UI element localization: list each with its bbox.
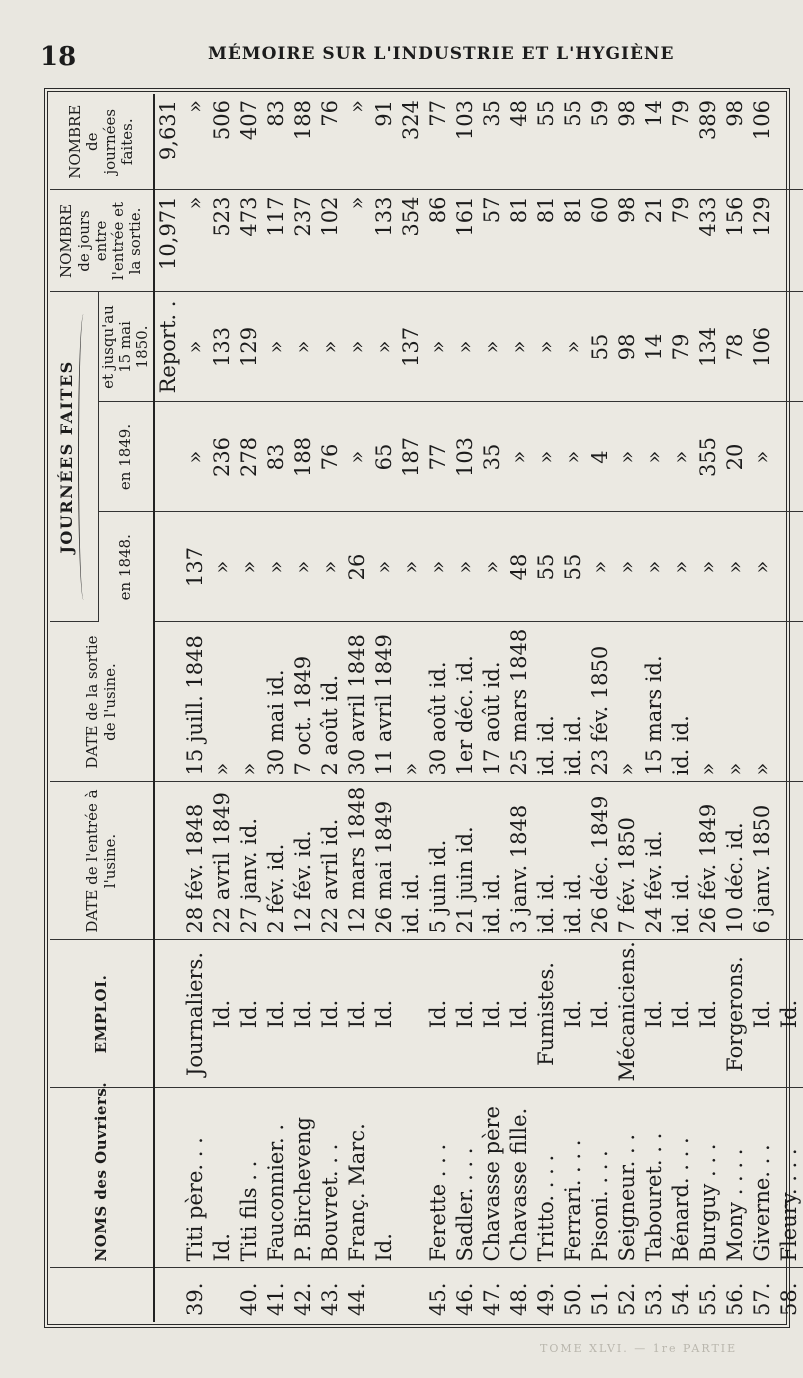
cell-y1848: »: [722, 512, 749, 622]
cell-num: 52.: [615, 1282, 639, 1316]
cell-y1848: »: [695, 512, 722, 622]
cell-sortie: 17 août id.: [479, 622, 506, 782]
cell-jours: 433: [695, 190, 722, 292]
cell-num: 46.: [453, 1282, 477, 1316]
cell-num: 56.: [723, 1282, 747, 1316]
cell-jours: »: [344, 190, 371, 292]
cell-num: 55.: [696, 1282, 720, 1316]
cell-name: Tritto. . . .: [533, 1088, 560, 1268]
col-jours-header: NOMBRE de jours entre l'entrée et la sortie.: [50, 190, 154, 292]
cell-emploi: Id.: [479, 940, 506, 1088]
cell-name: Bouvret. . .: [317, 1088, 344, 1268]
cell-y1850: »: [425, 292, 452, 402]
cell-num: 42.: [291, 1282, 315, 1316]
cell-jours: 523: [209, 190, 236, 292]
cell-sortie: »: [236, 622, 263, 782]
col-1850-header: et jusqu'au 15 mai 1850.: [98, 292, 154, 402]
cell-y1848: »: [371, 512, 398, 622]
cell-y1849: »: [506, 402, 533, 512]
cell-sortie: id. id.: [533, 622, 560, 782]
cell-emploi: Id.: [587, 940, 614, 1088]
cell-sortie: [154, 622, 182, 782]
cell-y1848: »: [290, 512, 317, 622]
cell-entree: 26 mai 1849: [371, 782, 398, 940]
cell-name: Ferrari. . . .: [560, 1088, 587, 1268]
table-row: [614, 94, 641, 1322]
cell-num: 41.: [264, 1282, 288, 1316]
table-row: [533, 94, 560, 1322]
cell-emploi: Id.: [344, 940, 371, 1088]
cell-faites: 91: [371, 94, 398, 190]
cell-y1850: »: [560, 292, 587, 402]
cell-num: 39.: [183, 1282, 207, 1316]
cell-y1848: [776, 512, 803, 622]
cell-jours: 117: [263, 190, 290, 292]
cell-jours: 79: [668, 190, 695, 292]
cell-entree: [776, 782, 803, 940]
cell-faites: 106: [749, 94, 776, 190]
table-body: [154, 94, 803, 1322]
cell-entree: 6 janv. 1850: [749, 782, 776, 940]
cell-y1849: 355: [695, 402, 722, 512]
cell-y1850: »: [344, 292, 371, 402]
cell-entree: 12 mars 1848: [344, 782, 371, 940]
cell-emploi: Id.: [236, 940, 263, 1088]
cell-y1848: »: [479, 512, 506, 622]
cell-entree: 22 avril id.: [317, 782, 344, 940]
cell-y1850: »: [506, 292, 533, 402]
cell-jours: 102: [317, 190, 344, 292]
cell-emploi: Id.: [290, 940, 317, 1088]
cell-y1849: »: [641, 402, 668, 512]
cell-entree: 22 avril 1849: [209, 782, 236, 940]
cell-jours: 156: [722, 190, 749, 292]
journees-faites-header: [50, 292, 98, 622]
cell-entree: 3 janv. 1848: [506, 782, 533, 940]
table-row: [452, 94, 479, 1322]
cell-sortie: 30 août id.: [425, 622, 452, 782]
table-row: [263, 94, 290, 1322]
rotated-table-container: [50, 94, 801, 1322]
cell-y1849: »: [344, 402, 371, 512]
cell-name: Ferette . . .: [425, 1088, 452, 1268]
cell-y1849: 187: [398, 402, 425, 512]
col-emploi-header: EMPLOI.: [50, 940, 154, 1088]
cell-y1849: 83: [263, 402, 290, 512]
cell-emploi: Fumistes.: [533, 940, 560, 1088]
cell-entree: [154, 782, 182, 940]
cell-emploi: Id.: [695, 940, 722, 1088]
col-entree-header: DATE de l'entrée à l'usine.: [50, 782, 154, 940]
cell-name: P. Bircheveng: [290, 1088, 317, 1268]
cell-y1850: »: [371, 292, 398, 402]
cell-y1850: 78: [722, 292, 749, 402]
cell-num: 57.: [750, 1282, 774, 1316]
cell-faites: 55: [533, 94, 560, 190]
col-1848-header: en 1848.: [98, 512, 154, 622]
cell-y1848: [154, 512, 182, 622]
cell-y1850: 98: [614, 292, 641, 402]
cell-entree: 7 fév. 1850: [614, 782, 641, 940]
cell-faites: [776, 94, 803, 190]
cell-entree: id. id.: [479, 782, 506, 940]
cell-y1850: »: [479, 292, 506, 402]
cell-y1849: »: [749, 402, 776, 512]
cell-sortie: »: [749, 622, 776, 782]
cell-emploi: Forgerons.: [722, 940, 749, 1088]
cell-jours: 21: [641, 190, 668, 292]
cell-faites: 55: [560, 94, 587, 190]
cell-emploi: Id.: [209, 940, 236, 1088]
table-row: [587, 94, 614, 1322]
cell-sortie: 7 oct. 1849: [290, 622, 317, 782]
cell-sortie: 23 fév. 1850: [587, 622, 614, 782]
cell-name: Chavasse fille.: [506, 1088, 533, 1268]
cell-num: [371, 1268, 398, 1322]
cell-emploi: Id.: [506, 940, 533, 1088]
cell-emploi: Journaliers.: [182, 940, 209, 1088]
cell-y1848: »: [452, 512, 479, 622]
cell-sortie: 15 mars id.: [641, 622, 668, 782]
cell-jours: 81: [506, 190, 533, 292]
cell-num: 53.: [642, 1282, 666, 1316]
cell-y1849: »: [560, 402, 587, 512]
cell-y1848: »: [209, 512, 236, 622]
cell-name: Id.: [371, 1088, 398, 1268]
cell-jours: 60: [587, 190, 614, 292]
cell-y1848: 55: [533, 512, 560, 622]
cell-y1848: »: [749, 512, 776, 622]
cell-name: [398, 1088, 425, 1268]
cell-name: Chavasse père: [479, 1088, 506, 1268]
cell-y1850: 79: [668, 292, 695, 402]
cell-jours: 10,971: [154, 190, 182, 292]
cell-y1850: 134: [695, 292, 722, 402]
cell-jours: [776, 190, 803, 292]
cell-entree: 27 janv. id.: [236, 782, 263, 940]
cell-y1848: »: [317, 512, 344, 622]
cell-emploi: Mécaniciens.: [614, 940, 641, 1088]
cell-entree: id. id.: [668, 782, 695, 940]
cell-faites: 506: [209, 94, 236, 190]
cell-sortie: id. id.: [668, 622, 695, 782]
cell-y1849: 35: [479, 402, 506, 512]
cell-jours: 237: [290, 190, 317, 292]
table-row: [371, 94, 398, 1322]
cell-emploi: Id.: [668, 940, 695, 1088]
cell-emploi: Id.: [263, 940, 290, 1088]
col-faites-header: NOMBRE de journées faites.: [50, 94, 154, 190]
cell-num: 47.: [480, 1282, 504, 1316]
cell-faites: 83: [263, 94, 290, 190]
cell-y1850: 106: [749, 292, 776, 402]
cell-faites: 407: [236, 94, 263, 190]
cell-sortie: 15 juill. 1848: [182, 622, 209, 782]
cell-entree: 12 fév. id.: [290, 782, 317, 940]
cell-emploi: Id.: [560, 940, 587, 1088]
table-row: [695, 94, 722, 1322]
cell-num: [398, 1268, 425, 1322]
cell-y1850: 129: [236, 292, 263, 402]
cell-sortie: »: [209, 622, 236, 782]
cell-num: 50.: [561, 1282, 585, 1316]
cell-faites: 76: [317, 94, 344, 190]
cell-sortie: 30 mai id.: [263, 622, 290, 782]
table-row: [506, 94, 533, 1322]
cell-num: 44.: [345, 1282, 369, 1316]
cell-name: Id.: [209, 1088, 236, 1268]
cell-sortie: »: [695, 622, 722, 782]
cell-name: Tabouret. . .: [641, 1088, 668, 1268]
cell-faites: 48: [506, 94, 533, 190]
table-row: [154, 94, 182, 1322]
table-row: [425, 94, 452, 1322]
col-1849-header: en 1849.: [98, 402, 154, 512]
cell-y1848: »: [236, 512, 263, 622]
cell-jours: 57: [479, 190, 506, 292]
cell-name: Titi père. . .: [182, 1088, 209, 1268]
cell-emploi: Id.: [425, 940, 452, 1088]
col-name-header: NOMS des Ouvriers.: [50, 1088, 154, 1268]
cell-name: Giverne. . .: [749, 1088, 776, 1268]
cell-num: 48.: [507, 1282, 531, 1316]
cell-jours: 86: [425, 190, 452, 292]
cell-jours: 129: [749, 190, 776, 292]
cell-sortie: »: [398, 622, 425, 782]
table-row: [290, 94, 317, 1322]
table-row: [479, 94, 506, 1322]
cell-y1849: »: [182, 402, 209, 512]
cell-y1849: »: [533, 402, 560, 512]
cell-y1850: »: [452, 292, 479, 402]
cell-num: [209, 1268, 236, 1322]
cell-jours: 98: [614, 190, 641, 292]
running-header: MÉMOIRE SUR L'INDUSTRIE ET L'HYGIÈNE: [208, 44, 675, 64]
cell-faites: 98: [722, 94, 749, 190]
cell-y1849: 76: [317, 402, 344, 512]
cell-name: Titi fils . .: [236, 1088, 263, 1268]
cell-y1848: 26: [344, 512, 371, 622]
cell-num: 40.: [237, 1282, 261, 1316]
cell-y1848: 137: [182, 512, 209, 622]
cell-y1848: »: [263, 512, 290, 622]
table-row: [722, 94, 749, 1322]
cell-faites: 389: [695, 94, 722, 190]
cell-faites: 188: [290, 94, 317, 190]
cell-entree: 24 fév. id.: [641, 782, 668, 940]
table-row: [668, 94, 695, 1322]
journees-faites-label: JOURNÉES FAITES: [57, 360, 77, 554]
cell-num: 49.: [534, 1282, 558, 1316]
cell-entree: 21 juin id.: [452, 782, 479, 940]
cell-sortie: [776, 622, 803, 782]
cell-y1850: »: [290, 292, 317, 402]
cell-faites: »: [182, 94, 209, 190]
cell-y1850: 55: [587, 292, 614, 402]
cell-sortie: »: [614, 622, 641, 782]
cell-name: Bénard. . . .: [668, 1088, 695, 1268]
cell-y1848: »: [398, 512, 425, 622]
cell-y1848: »: [587, 512, 614, 622]
cell-y1848: »: [668, 512, 695, 622]
cell-y1849: »: [668, 402, 695, 512]
cell-jours: 81: [560, 190, 587, 292]
cell-num: 54.: [669, 1282, 693, 1316]
cell-sortie: 1er déc. id.: [452, 622, 479, 782]
cell-name: [154, 1088, 182, 1268]
cell-y1849: [776, 402, 803, 512]
cell-y1848: »: [614, 512, 641, 622]
cell-entree: 2 fév. id.: [263, 782, 290, 940]
cell-name: Pisoni. . . .: [587, 1088, 614, 1268]
cell-y1849: 103: [452, 402, 479, 512]
table-row: [209, 94, 236, 1322]
cell-entree: 26 fév. 1849: [695, 782, 722, 940]
cell-jours: 81: [533, 190, 560, 292]
cell-entree: 28 fév. 1848: [182, 782, 209, 940]
cell-num: 51.: [588, 1282, 612, 1316]
page-footer: TOME XLVI. — 1re PARTIE: [540, 1342, 738, 1355]
cell-y1850: »: [182, 292, 209, 402]
cell-sortie: »: [722, 622, 749, 782]
cell-name: Franç. Marc.: [344, 1088, 371, 1268]
cell-name: Seigneur. . .: [614, 1088, 641, 1268]
cell-emploi: Id.: [749, 940, 776, 1088]
cell-y1848: »: [425, 512, 452, 622]
cell-y1850: »: [263, 292, 290, 402]
cell-y1849: 20: [722, 402, 749, 512]
cell-entree: id. id.: [398, 782, 425, 940]
cell-faites: 35: [479, 94, 506, 190]
cell-faites: 103: [452, 94, 479, 190]
table-row: [344, 94, 371, 1322]
page-number: 18: [40, 42, 77, 72]
cell-num: 43.: [318, 1282, 342, 1316]
cell-faites: 324: [398, 94, 425, 190]
cell-emploi: Id.: [776, 940, 803, 1088]
cell-faites: 98: [614, 94, 641, 190]
workers-table: [50, 94, 803, 1322]
brace-decoration: [78, 314, 89, 599]
cell-name: Sadler. . . .: [452, 1088, 479, 1268]
cell-y1849: 236: [209, 402, 236, 512]
cell-faites: 14: [641, 94, 668, 190]
table-row: [182, 94, 209, 1322]
cell-y1850: [776, 292, 803, 402]
table-row: [236, 94, 263, 1322]
cell-y1850: »: [317, 292, 344, 402]
cell-jours: 354: [398, 190, 425, 292]
cell-y1849: 278: [236, 402, 263, 512]
cell-num: 45.: [426, 1282, 450, 1316]
cell-faites: 77: [425, 94, 452, 190]
cell-y1850: 14: [641, 292, 668, 402]
cell-name: Burguy . . .: [695, 1088, 722, 1268]
cell-faites: »: [344, 94, 371, 190]
table-row: [749, 94, 776, 1322]
cell-num: [154, 1268, 182, 1322]
cell-jours: »: [182, 190, 209, 292]
table-row: [641, 94, 668, 1322]
cell-name: Fleury. . . .: [776, 1088, 803, 1268]
cell-y1850: 137: [398, 292, 425, 402]
table-row: [776, 94, 803, 1322]
cell-y1850: 133: [209, 292, 236, 402]
cell-faites: 9,631: [154, 94, 182, 190]
cell-entree: 10 déc. id.: [722, 782, 749, 940]
cell-emploi: Id.: [371, 940, 398, 1088]
cell-emploi: [398, 940, 425, 1088]
cell-sortie: 11 avril 1849: [371, 622, 398, 782]
cell-y1849: [154, 402, 182, 512]
table-row: [317, 94, 344, 1322]
cell-y1849: 77: [425, 402, 452, 512]
cell-emploi: Id.: [317, 940, 344, 1088]
cell-y1848: 55: [560, 512, 587, 622]
cell-y1849: 188: [290, 402, 317, 512]
cell-emploi: [154, 940, 182, 1088]
cell-sortie: 25 mars 1848: [506, 622, 533, 782]
cell-entree: id. id.: [560, 782, 587, 940]
cell-faites: 59: [587, 94, 614, 190]
cell-sortie: 30 avril 1848: [344, 622, 371, 782]
cell-y1848: »: [641, 512, 668, 622]
cell-entree: id. id.: [533, 782, 560, 940]
cell-name: Fauconnier. .: [263, 1088, 290, 1268]
cell-sortie: id. id.: [560, 622, 587, 782]
cell-y1849: »: [614, 402, 641, 512]
cell-y1848: 48: [506, 512, 533, 622]
table-row: [398, 94, 425, 1322]
table-frame: [44, 88, 801, 1328]
cell-entree: 5 juin id.: [425, 782, 452, 940]
cell-num: 58.: [777, 1282, 801, 1316]
cell-jours: 133: [371, 190, 398, 292]
cell-emploi: Id.: [452, 940, 479, 1088]
table-row: [560, 94, 587, 1322]
cell-name: Mony . . . .: [722, 1088, 749, 1268]
cell-sortie: 2 août id.: [317, 622, 344, 782]
cell-y1849: 65: [371, 402, 398, 512]
cell-entree: 26 déc. 1849: [587, 782, 614, 940]
cell-faites: 79: [668, 94, 695, 190]
col-num-header: [50, 1268, 154, 1322]
cell-jours: 473: [236, 190, 263, 292]
cell-emploi: Id.: [641, 940, 668, 1088]
cell-y1850: »: [533, 292, 560, 402]
cell-y1849: 4: [587, 402, 614, 512]
col-sortie-header: DATE de la sortie de l'usine.: [50, 622, 154, 782]
cell-y1850: Report. .: [154, 292, 182, 402]
cell-jours: 161: [452, 190, 479, 292]
